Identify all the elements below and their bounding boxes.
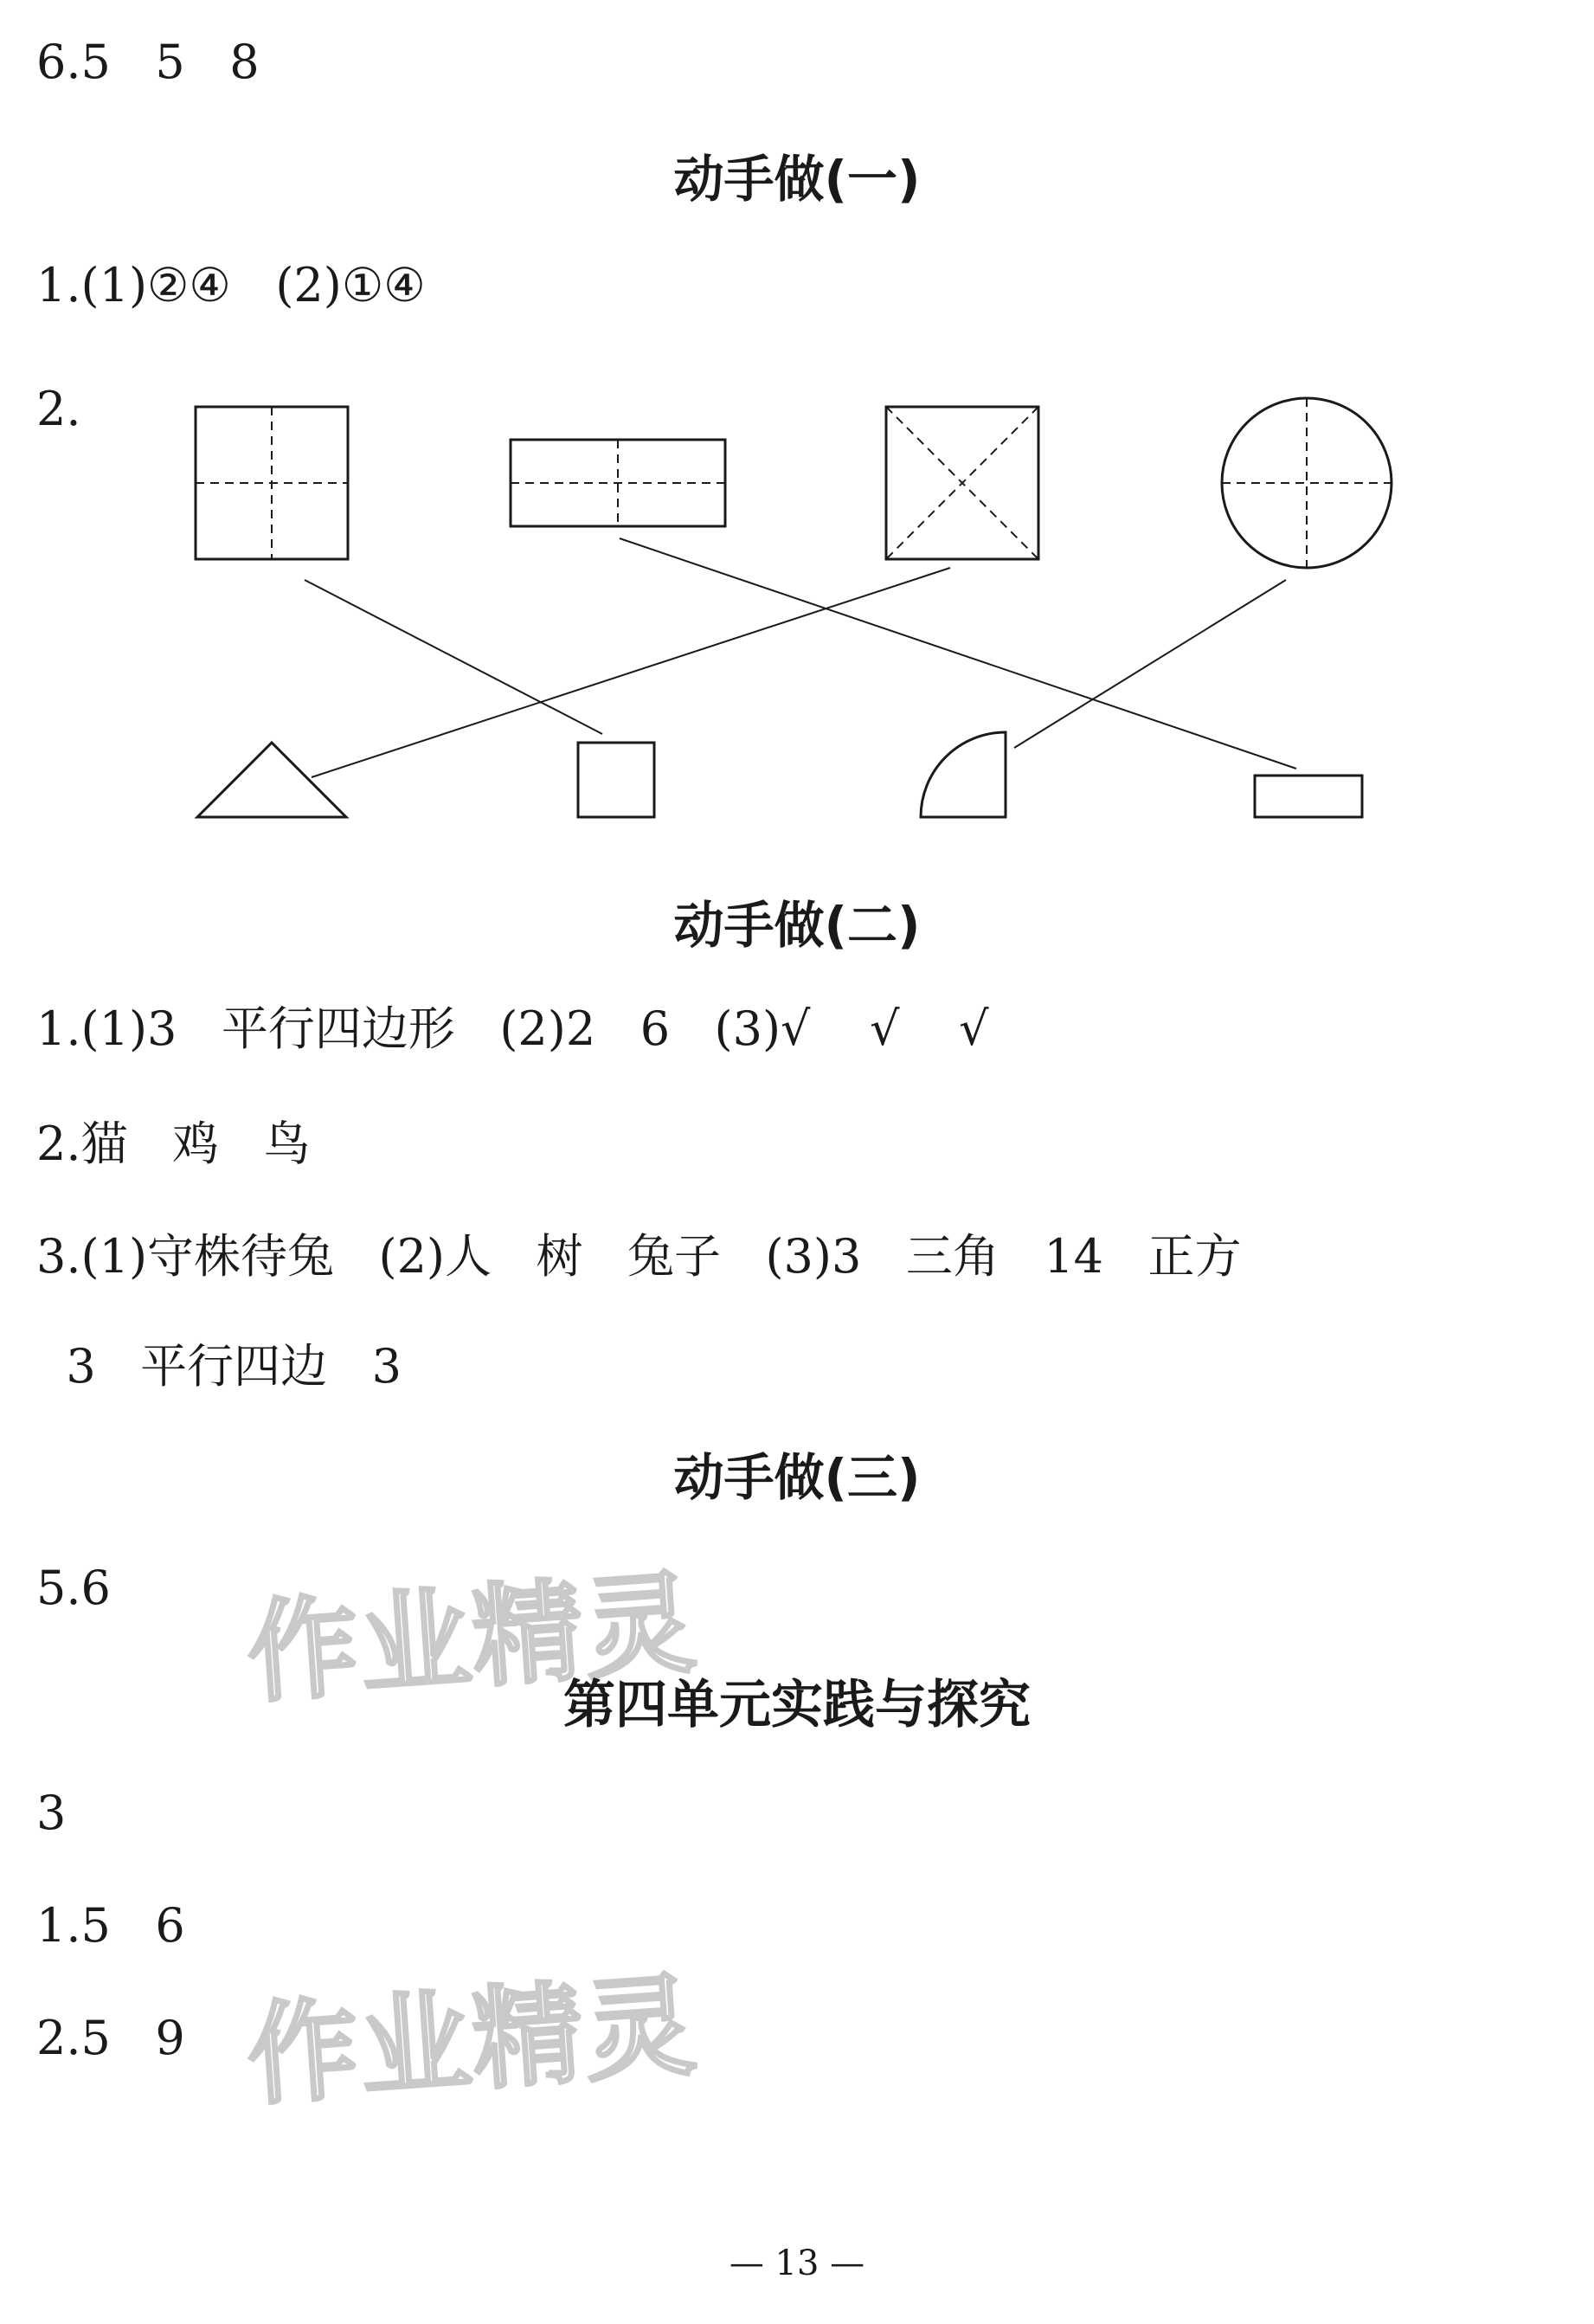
watermark: 作业精灵 [243, 1961, 702, 2121]
section1-q2-label: 2. [36, 382, 81, 436]
page-number: — 13 — [729, 2244, 865, 2283]
rectangle-halved-shape [511, 440, 725, 526]
section2-q2: 2.猫 鸡 鸟 [36, 1117, 311, 1171]
watermark: 作业精灵 [243, 1559, 702, 1719]
quarter-circle-shape [921, 732, 1006, 817]
section2-q1: 1.(1)3 平行四边形 (2)2 6 (3)√ √ √ [36, 1001, 989, 1056]
match-line [620, 538, 1296, 769]
square-quartered-shape [196, 407, 348, 559]
section-title-4: 第四单元实践与探究 [563, 1675, 1031, 1735]
section1-q1: 1.(1)②④ (2)①④ [36, 258, 426, 312]
section-title-1: 动手做(一) [673, 150, 921, 209]
section2-q3-line1: 3.(1)守株待兔 (2)人 树 兔子 (3)3 三角 14 正方 [36, 1229, 1242, 1284]
square-diagonal-shape [886, 407, 1038, 559]
match-line [312, 568, 950, 777]
triangle-shape [197, 743, 346, 817]
small-rectangle-shape [1255, 776, 1362, 817]
shape-matching-figure [177, 377, 1415, 827]
section4-line2: 1.5 6 [36, 1898, 185, 1953]
match-line [305, 580, 602, 734]
section4-line1: 3 [36, 1786, 67, 1840]
section4-line3: 2.5 9 [36, 2011, 185, 2065]
top-answer-line: 6.5 5 8 [36, 35, 260, 89]
circle-quartered-shape [1222, 398, 1392, 568]
section-title-3: 动手做(三) [673, 1448, 921, 1507]
small-square-shape [578, 743, 654, 817]
section2-q3-line2: 3 平行四边 3 [36, 1339, 402, 1394]
section3-answer: 5.6 [36, 1561, 111, 1615]
section-title-2: 动手做(二) [673, 896, 921, 955]
match-line [1014, 580, 1286, 748]
